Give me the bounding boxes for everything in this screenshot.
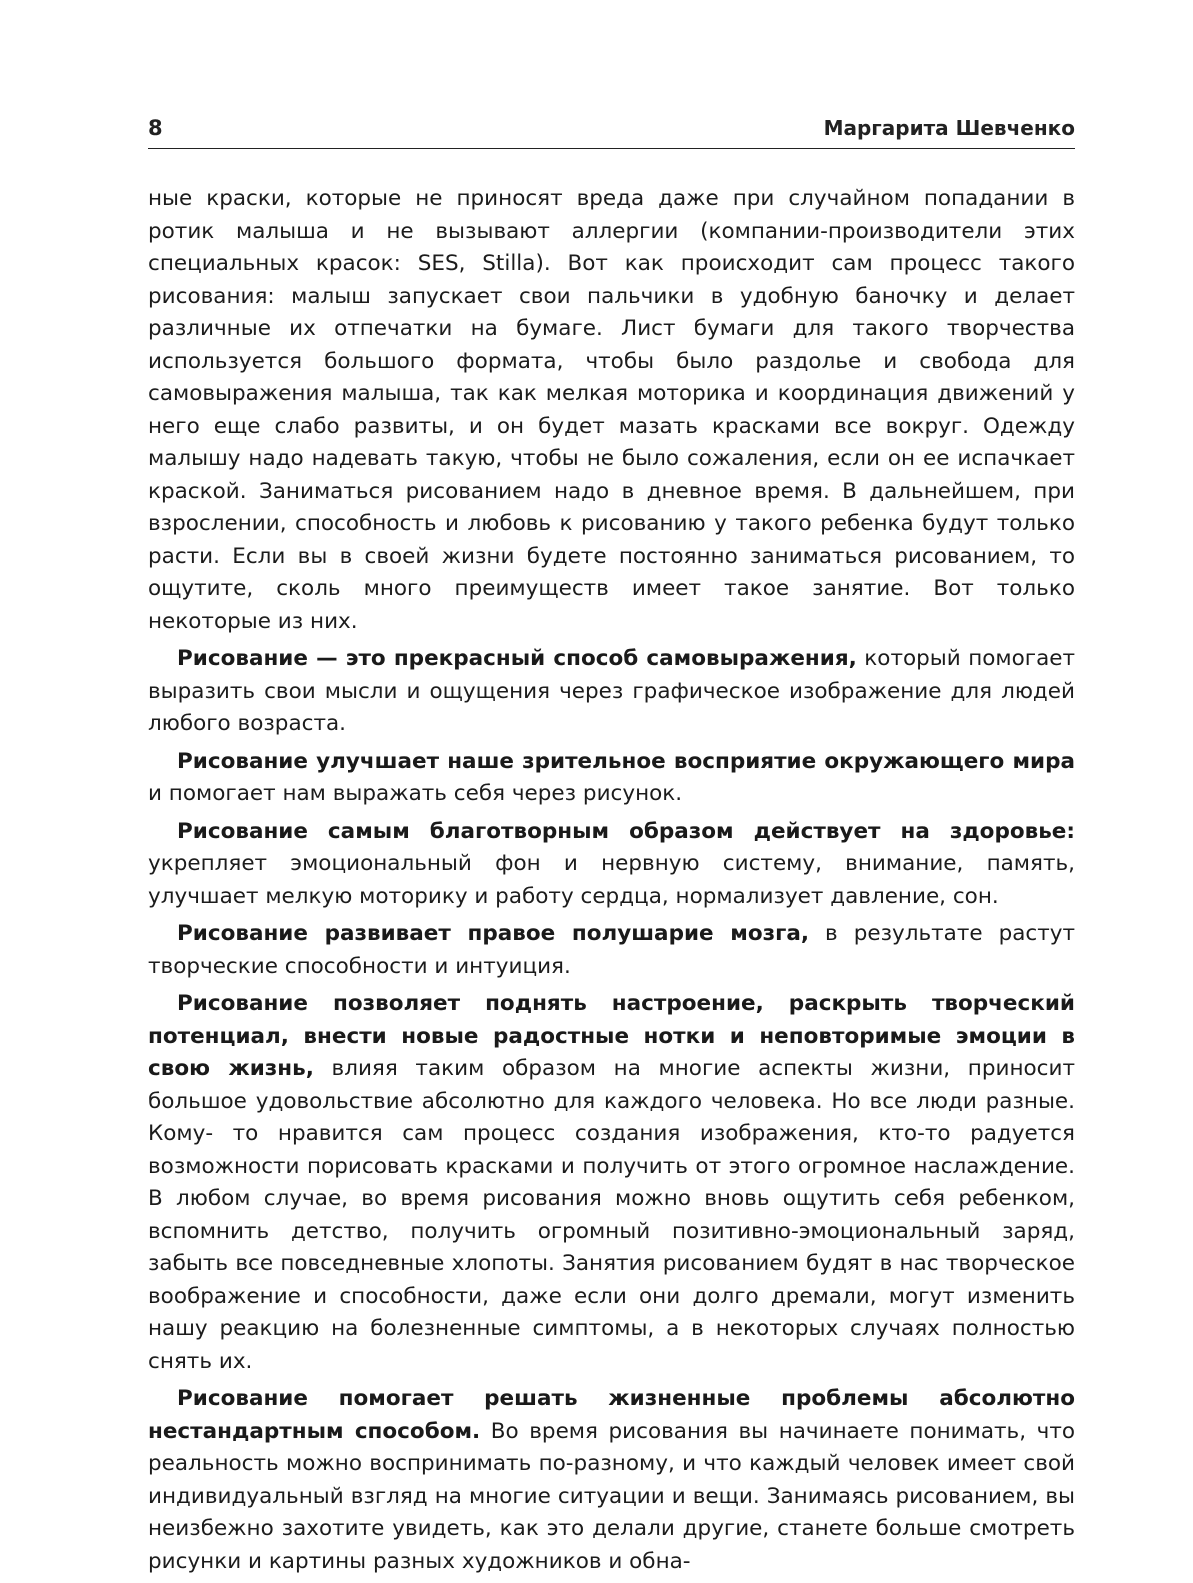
paragraph <box>148 988 1075 1378</box>
paragraph-text: Во время рисования вы начинаете понимать, что реальность можно воспринимать по-разному, и что каждый человек имеет свой индивидуальный взгляд на многие ситуации и вещи. Занимаясь рисованием, вы неизбежно захотите увидеть, как это делали другие, станете больше смотреть рисунки и картины разных художников и обна- <box>148 1418 1075 1574</box>
paragraph <box>148 643 1075 741</box>
paragraph-lead: Рисование позволяет поднять настроение, раскрыть творческий потенциал, внести новые радостные нотки и неповторимые эмоции в свою жизнь, <box>148 991 1075 1081</box>
paragraph <box>148 746 1075 811</box>
paragraph <box>148 816 1075 914</box>
body-text <box>148 183 1075 1583</box>
paragraph-text: влияя таким образом на многие аспекты жизни, приносит большое удовольствие абсолютно для каждого человека. Но все люди разные. Кому- то нравится сам процесс создания изображения, кто-то радуется возможности порисовать красками и получить от этого огромное наслаждение. В любом случае, во время рисования можно вновь ощутить себя ребенком, вспомнить детство, получить огромный позитивно-эмоциональный заряд, забыть все повседневные хлопоты. Занятия рисованием будят в нас творческое воображение и способности, даже если они долго дремали, могут изменить нашу реакцию на болезненные симптомы, а в некоторых случаях полностью снять их. <box>148 1056 1075 1374</box>
paragraph-text: укрепляет эмоциональный фон и нервную систему, внимание, память, улучшает мелкую моторику и работу сердца, нормализует давление, сон. <box>148 851 1075 909</box>
paragraph-lead: Рисование самым благотворным образом действует на здоровье: <box>177 818 1075 844</box>
paragraph <box>148 1383 1075 1578</box>
page-number: 8 <box>148 116 163 140</box>
paragraph-lead: Рисование помогает решать жизненные проблемы абсолютно нестандартным способом. <box>148 1386 1075 1444</box>
paragraph-text: который помогает выразить свои мысли и ощущения через графическое изображение для людей любого возраста. <box>148 646 1076 736</box>
paragraph <box>148 183 1075 638</box>
paragraph-lead: Рисование — это прекрасный способ самовыражения, <box>177 646 857 671</box>
running-title: Маргарита Шевченко <box>823 116 1075 140</box>
paragraph-text: и помогает нам выражать себя через рисунок. <box>148 781 683 806</box>
paragraph-lead: Рисование улучшает наше зрительное восприятие окружающего мира <box>177 748 1075 774</box>
paragraph-lead: Рисование развивает правое полушарие мозга, <box>177 921 810 946</box>
paragraph-text: в результате растут творческие способности и интуиция. <box>148 921 1076 979</box>
page-header <box>148 114 1075 149</box>
paragraph-text: ные краски, которые не приносят вреда даже при случайном попадании в ротик малыша и не вызывают аллергии (компании-производители этих специальных красок: SES, Stilla). Вот как происходит сам процесс такого рисования: малыш запускает свои пальчики в удобную баночку и делает различные их отпечатки на бумаге. Лист бумаги для такого творчества используется большого формата, чтобы было раздолье и свобода для самовыражения малыша, так как мелкая моторика и координация движений у него еще слабо развиты, и он будет мазать красками все вокруг. Одежду малышу надо надевать такую, чтобы не было сожаления, если он ее испачкает краской. Заниматься рисованием надо в дневное время. В дальнейшем, при взрослении, способность и любовь к рисованию у такого ребенка будут только расти. Если вы в своей жизни будете постоянно заниматься рисованием, то ощутите, сколь много преимуществ имеет такое занятие. Вот только некоторые из них. <box>148 186 1075 634</box>
paragraph <box>148 918 1075 983</box>
